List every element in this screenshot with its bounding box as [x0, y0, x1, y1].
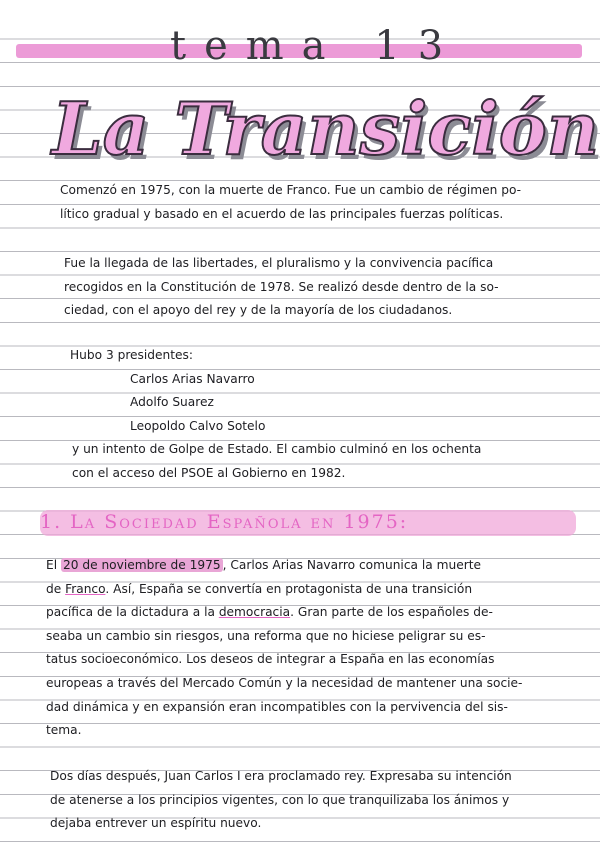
text-fragment: , Carlos Arias Navarro comunica la muerte — [222, 558, 481, 572]
text-fragment: pacífica de la dictadura a la — [46, 605, 219, 620]
text-fragment: El — [46, 558, 61, 572]
liberties-paragraph — [64, 252, 499, 323]
text-line: Dos días después, Juan Carlos I era proclamado rey. Expresaba su intención — [50, 769, 512, 783]
text-fragment: . Así, España se convertía en protagonista de una transición — [105, 581, 473, 596]
text-line — [46, 554, 522, 578]
text-line — [46, 601, 522, 625]
tema-label: tema 13 — [170, 23, 462, 69]
text-line: tatus socioeconómico. Los deseos de integrar a España en las economías — [46, 652, 495, 667]
text-line: seaba un cambio sin riesgos, una reforma que no hiciese peligrar su es- — [46, 628, 486, 643]
underlined-word: democracia — [218, 605, 291, 620]
text-line: Fue la llegada de las libertades, el pluralismo y la convivencia pacífica — [64, 256, 494, 270]
president-name: Carlos Arias Navarro — [130, 372, 255, 386]
section-title: 1. La Sociedad Española en 1975: — [40, 511, 409, 533]
text-line: tema. — [46, 723, 82, 738]
text-line: lítico gradual y basado en el acuerdo de las principales fuerzas políticas. — [60, 206, 504, 221]
text-line: ciedad, con el apoyo del rey y de la mayoría de los ciudadanos. — [64, 303, 453, 318]
coup-paragraph — [72, 438, 481, 485]
president-name: Leopoldo Calvo Sotelo — [130, 419, 266, 433]
text-line: con el acceso del PSOE al Gobierno en 1982. — [72, 465, 346, 480]
juan-carlos-paragraph — [50, 765, 512, 836]
text-line: recogidos en la Constitución de 1978. Se realizó desde dentro de la so- — [64, 279, 499, 294]
text-line: dad dinámica y en expansión eran incompatibles con la pervivencia del sis- — [46, 699, 508, 714]
president-name: Adolfo Suarez — [130, 395, 214, 409]
underlined-word: Franco — [65, 581, 106, 596]
intro-paragraph — [60, 179, 521, 226]
presidents-intro: Hubo 3 presidentes: — [70, 348, 193, 362]
text-line: de atenerse a los principios vigentes, con lo que tranquilizaba los ánimos y — [50, 792, 510, 807]
text-fragment: de — [46, 581, 66, 596]
text-line: europeas a través del Mercado Común y la necesidad de mantener una socie- — [46, 675, 523, 690]
text-line: Comenzó en 1975, con la muerte de Franco. Fue un cambio de régimen po- — [60, 183, 522, 197]
society-paragraph — [46, 554, 522, 743]
page-title: La Transición — [52, 86, 600, 171]
highlighted-date: 20 de noviembre de 1975 — [62, 558, 221, 572]
text-line: y un intento de Golpe de Estado. El cambio culminó en los ochenta — [72, 442, 482, 456]
text-line — [46, 578, 522, 602]
text-line: dejaba entrever un espíritu nuevo. — [50, 816, 262, 831]
text-fragment: . Gran parte de los españoles de- — [290, 605, 493, 620]
